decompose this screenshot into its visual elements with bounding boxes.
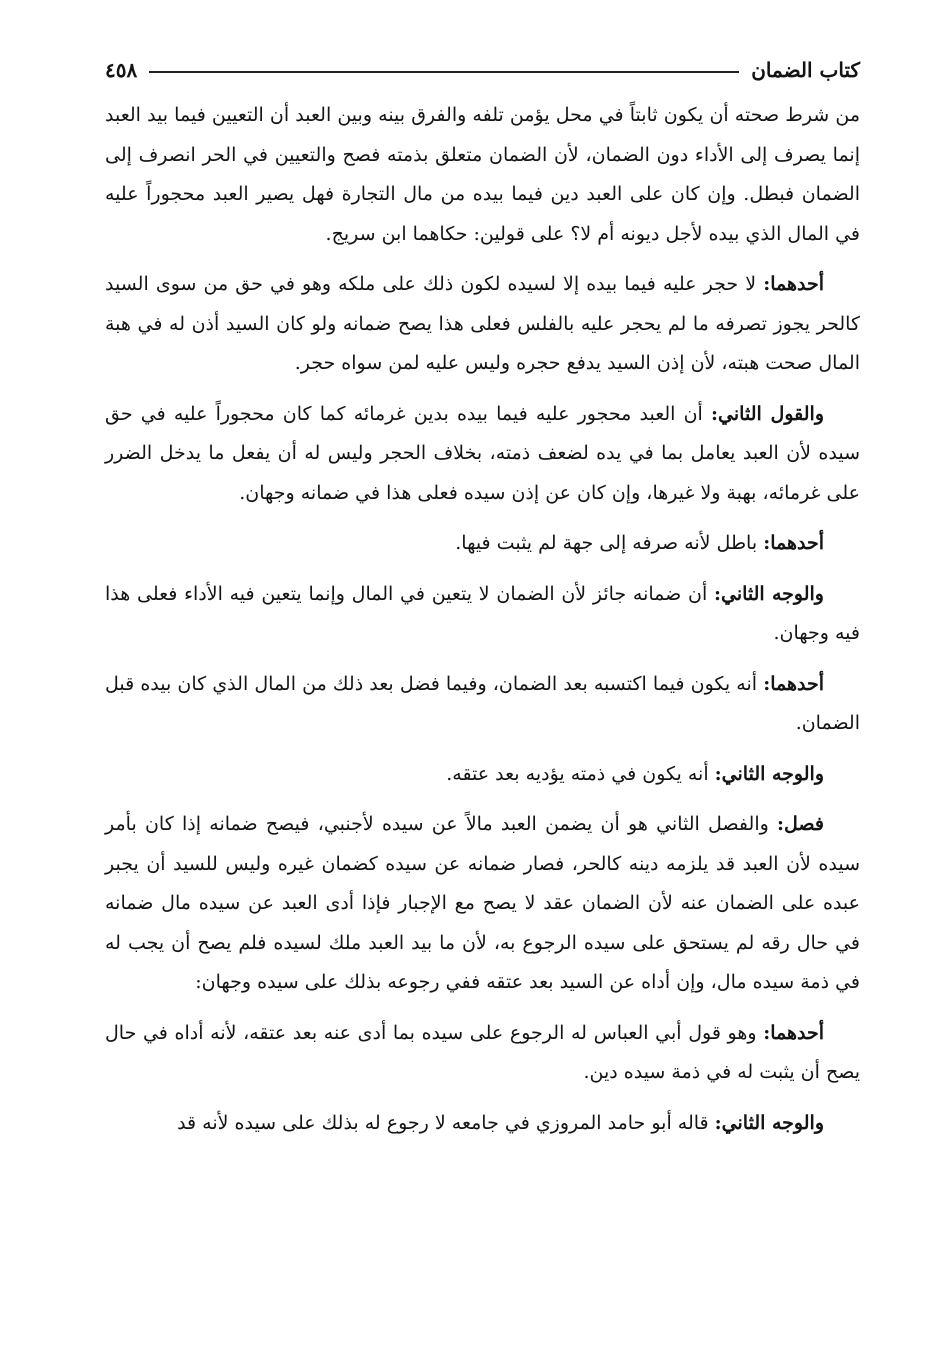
paragraph: [105, 96, 860, 254]
paragraph-text: قاله أبو حامد المروزي في جامعه لا رجوع له بذلك على سيده لأنه قد: [177, 1111, 715, 1134]
paragraph: [105, 665, 860, 744]
paragraph-text: باطل لأنه صرفه إلى جهة لم يثبت فيها.: [455, 532, 764, 554]
paragraph-text: وهو قول أبي العباس له الرجوع على سيده بما أدى عنه بعد عتقه، لأنه أداه في حال يصح أن يثبت له في ذمة سيده دين.: [105, 1021, 860, 1083]
paragraph-text: أنه يكون فيما اكتسبه بعد الضمان، وفيما فضل بعد ذلك من المال الذي كان بيده قبل الضمان.: [105, 672, 860, 734]
paragraph-lead: فصل:: [777, 813, 824, 835]
paragraph-lead: أحدهما:: [763, 273, 824, 295]
paragraph: [105, 1104, 860, 1144]
paragraph: [105, 805, 860, 1003]
running-header: [105, 58, 860, 82]
paragraph: [105, 524, 860, 564]
paragraph-text: أن ضمانه جائز لأن الضمان لا يتعين في المال وإنما يتعين فيه الأداء فعلى هذا فيه وجهان.: [105, 582, 860, 644]
paragraph-text: من شرط صحته أن يكون ثابتاً في محل يؤمن تلفه والفرق بينه وبين العبد أن التعيين فيما بيد العبد إنما يصرف إلى الأداء دون الضمان، لأن الضمان متعلق بذمته فصح والتعيين في الحر انصرف إلى الضمان فبطل. وإن كان على العبد دين فيما بيده من مال التجارة فهل يصير العبد محجوراً عليه في المال الذي بيده لأجل ديونه أم لا؟ على قولين: حكاهما ابن سريج.: [105, 104, 860, 245]
paragraph: [105, 265, 860, 384]
book-title: كتاب الضمان: [751, 58, 860, 82]
paragraph-text: والفصل الثاني هو أن يضمن العبد مالاً عن سيده لأجنبي، فيصح ضمانه إذا كان بأمر سيده لأن العبد قد يلزمه دينه كالحر، فصار ضمانه عن سيده كضمان غيره وليس للسيد أن يجبر عبده على الضمان عنه لأن الضمان عقد لا يصح مع الإجبار فإذا أدى العبد عن سيده مال ضمانه في حال رقه لم يستحق على سيده الرجوع به، لأن ما بيد العبد ملك لسيده فلم يصح أن يجب له في ذمة سيده مال، وإن أداه عن السيد بعد عتقه ففي رجوعه بذلك على سيده وجهان:: [105, 813, 860, 993]
paragraph-lead: والقول الثاني:: [711, 402, 824, 425]
body-text: [105, 96, 860, 1154]
paragraph-lead: أحدهما:: [763, 1021, 824, 1044]
paragraph: [105, 395, 860, 514]
paragraph-lead: والوجه الثاني:: [713, 582, 824, 605]
paragraph-lead: أحدهما:: [763, 672, 824, 695]
header-rule: [149, 71, 739, 73]
paragraph-lead: أحدهما:: [763, 532, 824, 554]
paragraph: [105, 1014, 860, 1093]
paragraph-text: أنه يكون في ذمته يؤديه بعد عتقه.: [446, 762, 715, 785]
paragraph-text: لا حجر عليه فيما بيده إلا لسيده لكون ذلك على ملكه وهو في حق من سوى السيد كالحر يجوز تصرفه ما لم يحجر عليه بالفلس فعلى هذا يصح ضمانه ولو كان السيد أذن له في هبة المال صحت هبته، لأن إذن السيد يدفع حجره وليس عليه لمن سواه حجر.: [105, 273, 860, 374]
paragraph: [105, 575, 860, 654]
paragraph-lead: والوجه الثاني:: [714, 762, 824, 785]
paragraph-text: أن العبد محجور عليه فيما بيده بدين غرمائه كما كان محجوراً عليه في حق سيده لأن العبد يعامل بما في يده لضعف ذمته، بخلاف الحجر وليس له أن يفعل ما يدخل الضرر على غرمائه، بهبة ولا غيرها، وإن كان عن إذن سيده فعلى هذا في ضمانه وجهان.: [105, 402, 860, 504]
paragraph-lead: والوجه الثاني:: [714, 1111, 824, 1134]
page-number: ٤٥٨: [105, 58, 138, 82]
paragraph: [105, 755, 860, 795]
